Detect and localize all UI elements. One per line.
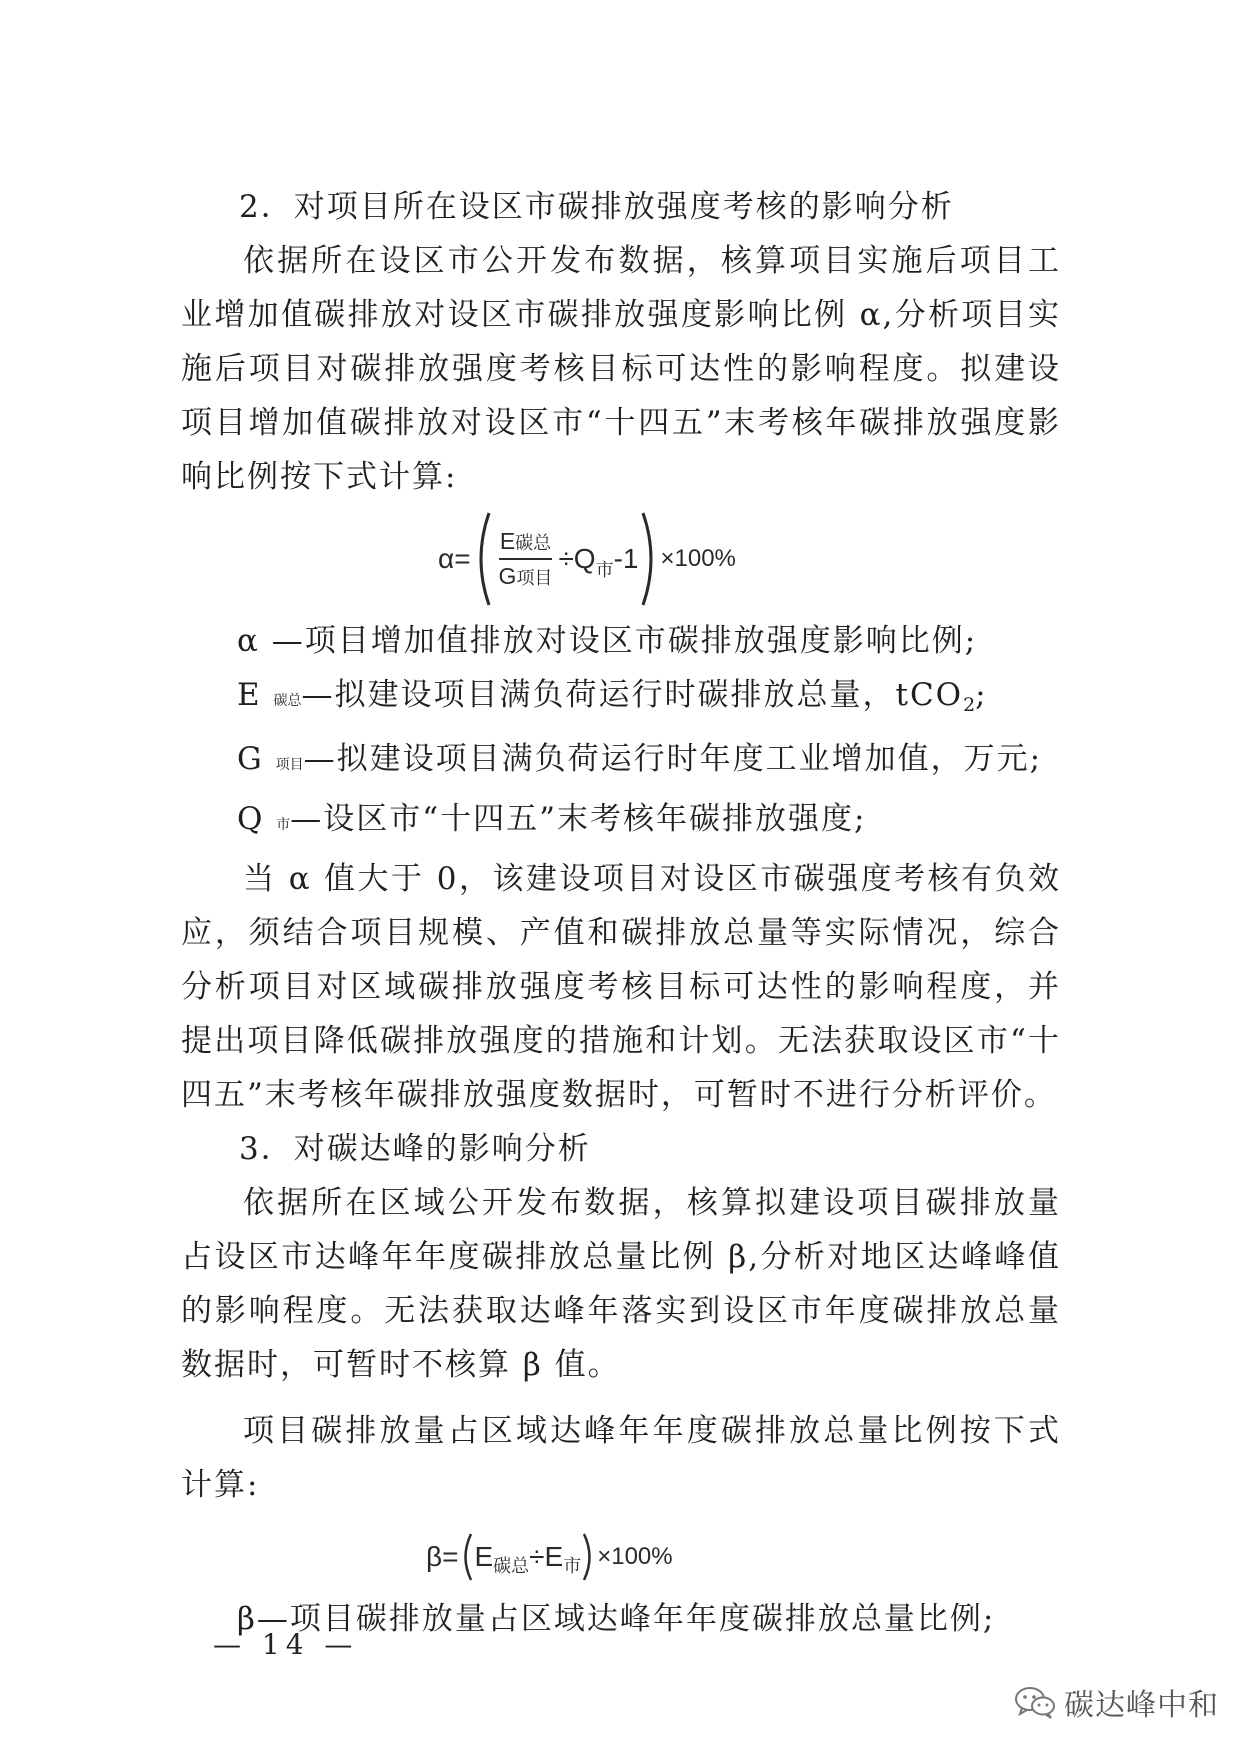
beta-formula-lhs: β=	[426, 1541, 459, 1572]
alpha-formula	[181, 504, 1061, 614]
definition-g-project: G 项目—拟建设项目满负荷运行时年度工业增加值，万元;	[237, 741, 1043, 777]
section-3-heading: 3．对碳达峰的影响分析	[239, 1131, 591, 1167]
alpha-formula-lhs: α=	[438, 543, 471, 574]
section-3-paragraph-2: 项目碳排放量占区域达峰年年度碳排放总量比例按下式计算:	[181, 1413, 1061, 1503]
beta-formula	[181, 1522, 1061, 1592]
watermark	[1014, 1680, 1219, 1724]
alpha-formula-times: ×100%	[660, 545, 736, 572]
fraction-bar	[499, 558, 553, 560]
section-2-heading: 2．对项目所在设区市碳排放强度考核的影响分析	[239, 189, 954, 225]
section-3-paragraph-1: 依据所在区域公开发布数据，核算拟建设项目碳排放量占设区市达峰年年度碳排放总量比例 β,分析对地区达峰峰值的影响程度。无法获取达峰年落实到设区市年度碳排放总量数据时，可暂时不核算 β 值。	[181, 1185, 1061, 1383]
right-paren-icon	[639, 509, 661, 609]
definition-e-carbon-total: E 碳总—拟建设项目满负荷运行时碳排放总量，tCO$_2$;	[237, 677, 988, 716]
page-number: — 14 —	[213, 1628, 359, 1661]
fraction-numerator: E碳总	[499, 527, 552, 554]
wechat-icon	[1014, 1685, 1056, 1719]
left-paren-icon	[458, 1531, 474, 1583]
left-paren-icon	[471, 509, 493, 609]
alpha-formula-fraction	[499, 529, 553, 590]
section-2-paragraph-2: 当 α 值大于 0，该建设项目对设区市碳强度考核有负效应，须结合项目规模、产值和碳排放总量等实际情况，综合分析项目对区域碳排放强度考核目标可达性的影响程度，并提出项目降低碳排放强度的措施和计划。无法获取设区市“十四五”末考核年碳排放强度数据时，可暂时不进行分析评价。	[181, 861, 1061, 1113]
beta-formula-times: ×100%	[597, 1543, 673, 1570]
watermark-text: 碳达峰中和	[1064, 1688, 1219, 1723]
document-body	[181, 180, 1061, 1646]
definition-q-city: Q 市—设区市“十四五”末考核年碳排放强度;	[237, 801, 867, 837]
definition-alpha: α —项目增加值排放对设区市碳排放强度影响比例;	[237, 623, 978, 659]
fraction-denominator: G项目	[498, 563, 553, 589]
section-2-paragraph-1: 依据所在设区市公开发布数据，核算项目实施后项目工业增加值碳排放对设区市碳排放强度影响比例 α,分析项目实施后项目对碳排放强度考核目标可达性的影响程度。拟建设项目增加值碳排放对设区市“十四五”末考核年碳排放强度影响比例按下式计算:	[181, 243, 1061, 495]
right-paren-icon	[581, 1531, 597, 1583]
alpha-formula-division: $\div Q_市-1$	[558, 543, 639, 580]
beta-formula-body: $E_{碳总}\div E_市$	[474, 1541, 582, 1576]
definition-beta: β—项目碳排放量占区域达峰年年度碳排放总量比例;	[237, 1601, 996, 1637]
